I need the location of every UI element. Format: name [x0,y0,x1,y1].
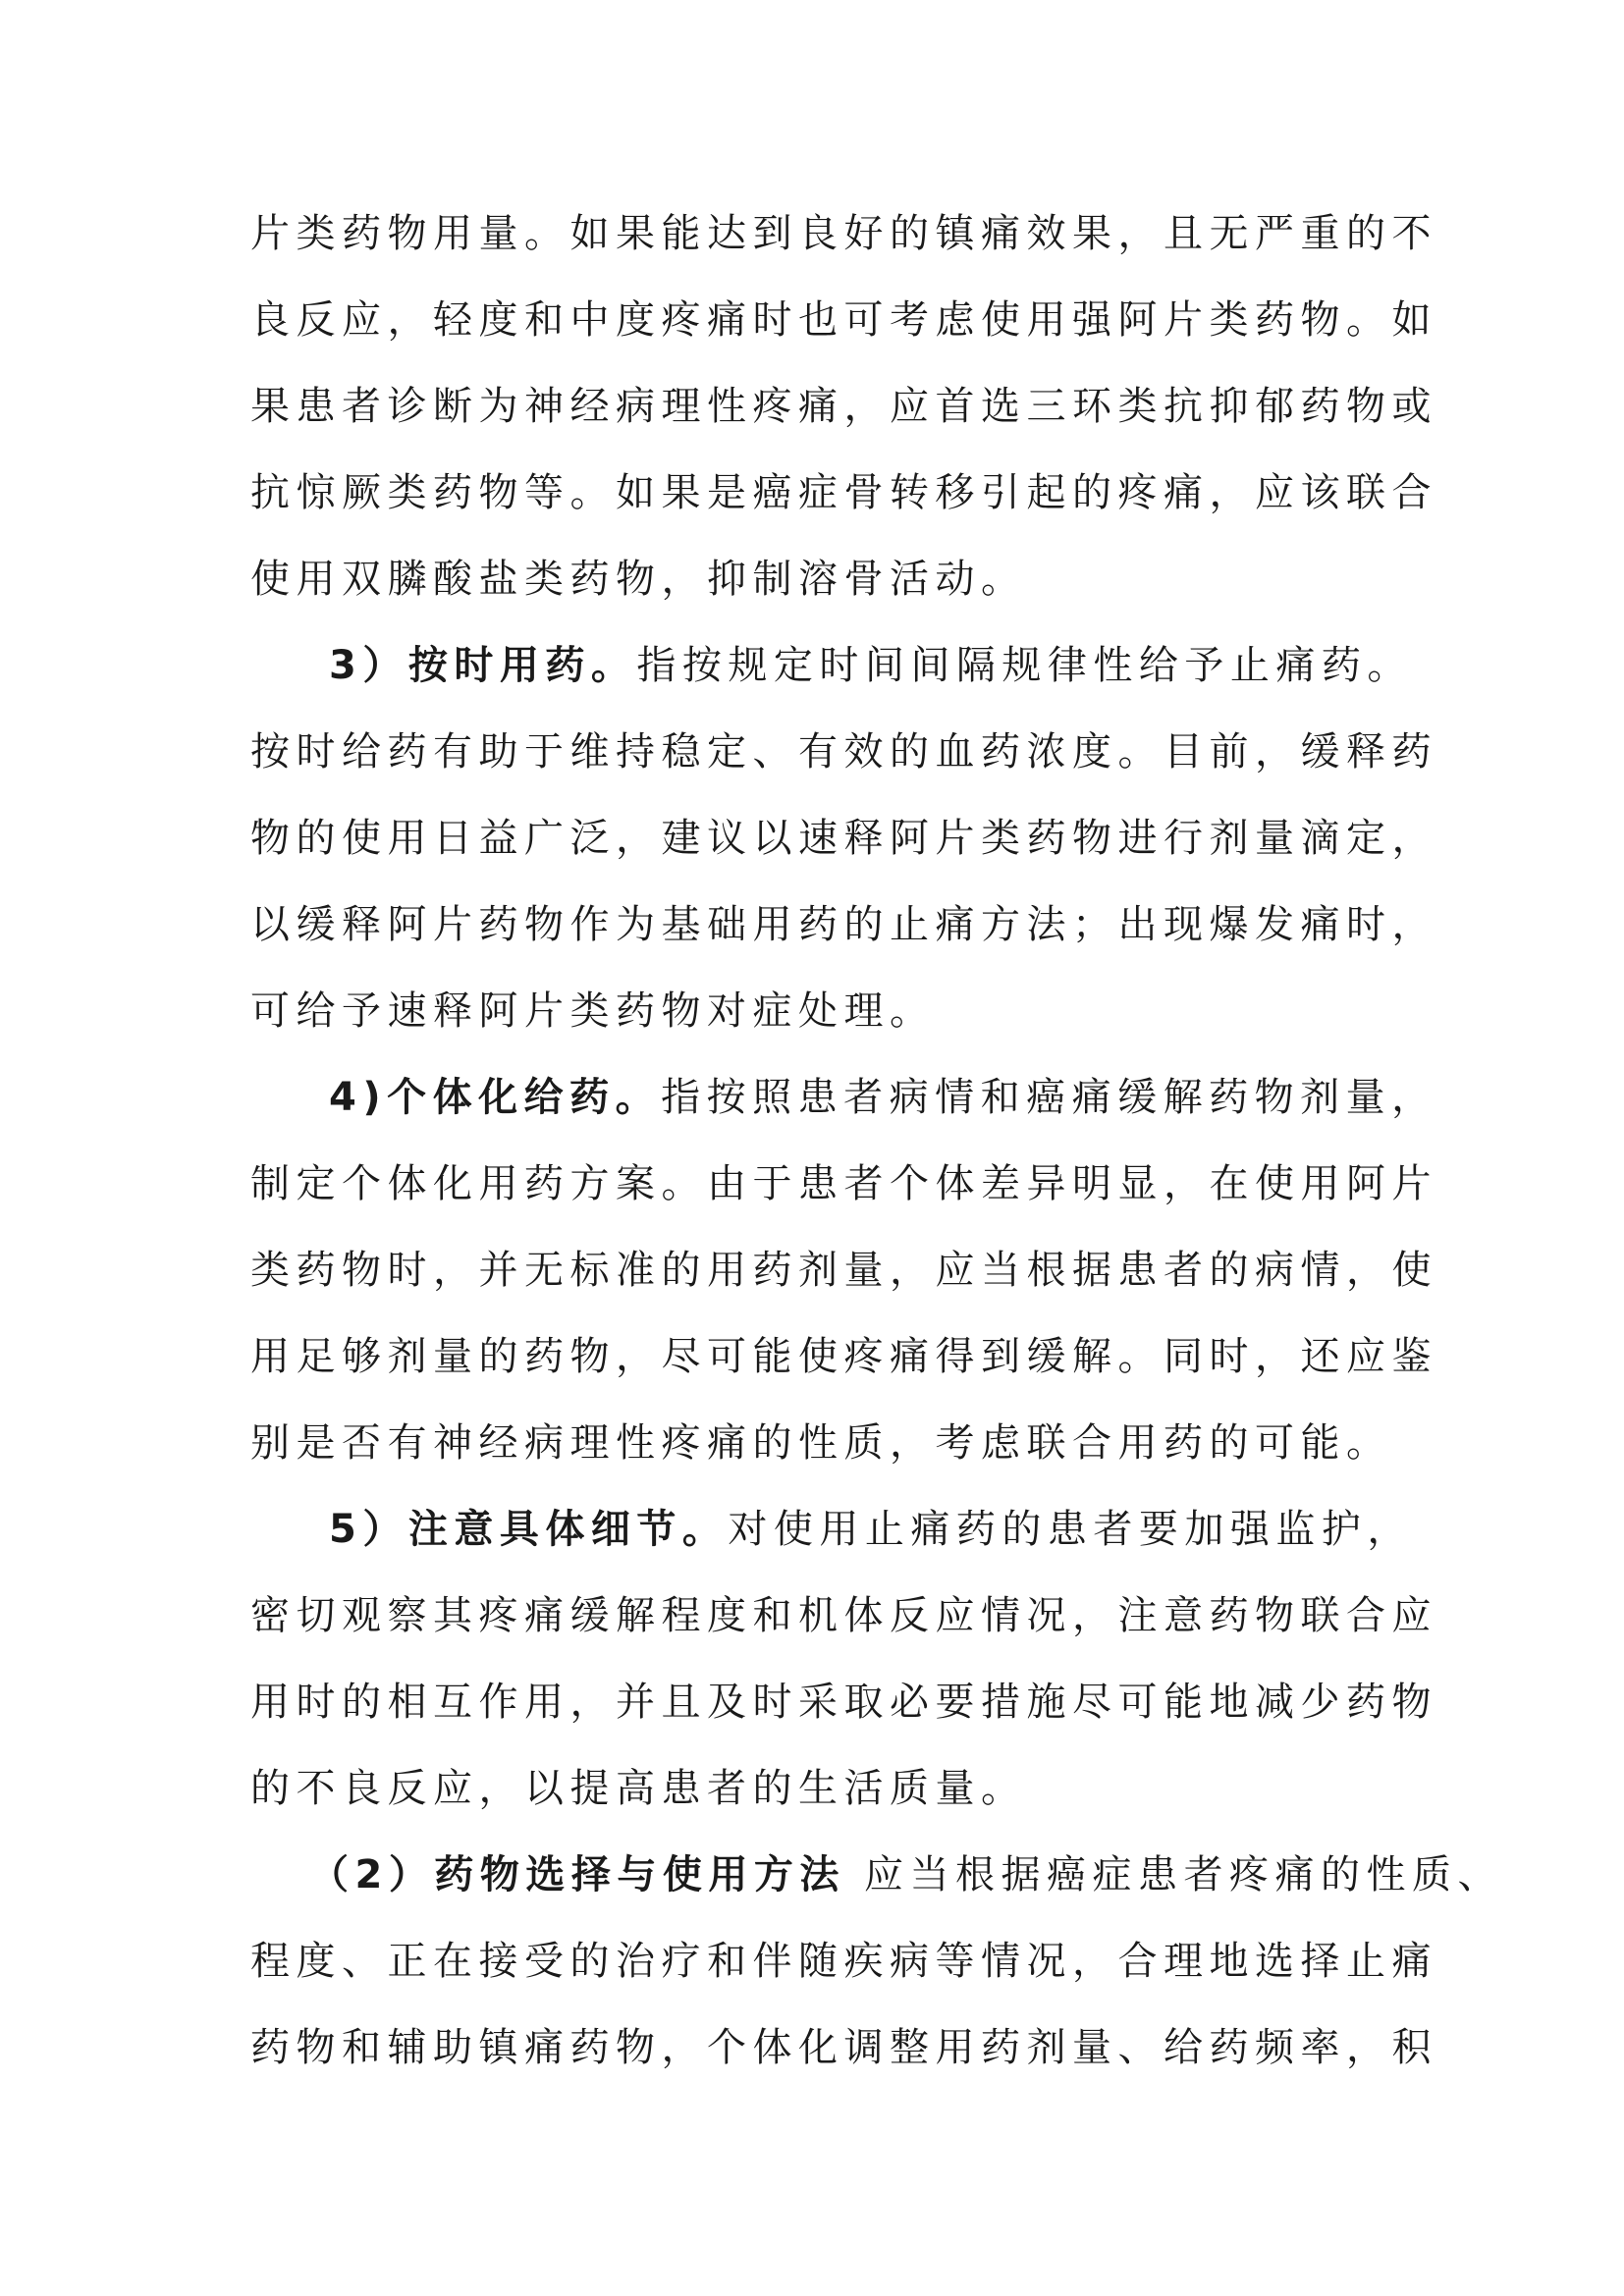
text-line: 药物和辅助镇痛药物，个体化调整用药剂量、给药频率，积 [250,2025,1437,2070]
section-heading: 3）按时用药。 [329,643,637,688]
text-line: 程度、正在接受的治疗和伴随疾病等情况，合理地选择止痛 [250,1939,1437,1984]
text-run: 对使用止痛药的患者要加强监护， [728,1507,1413,1552]
text-line: 以缓释阿片药物作为基础用药的止痛方法；出现爆发痛时， [250,902,1437,947]
text-run: 指按规定时间间隔规律性给予止痛药。 [636,643,1413,688]
text-run: 指按照患者病情和癌痛缓解药物剂量， [661,1075,1437,1120]
paragraph-individualized-dosing [250,1054,1437,1486]
text-line: 使用双膦酸盐类药物，抑制溶骨活动。 [250,557,1027,602]
section-heading: 5）注意具体细节。 [329,1507,729,1552]
section-heading: （2）药物选择与使用方法 [309,1852,845,1897]
paragraph-attention-to-details [250,1486,1437,1832]
text-line: 别是否有神经病理性疼痛的性质，考虑联合用药的可能。 [250,1420,1392,1466]
text-line: 用时的相互作用，并且及时采取必要措施尽可能地减少药物 [250,1680,1437,1725]
text-line: 的不良反应，以提高患者的生活质量。 [250,1766,1027,1811]
text-line: 果患者诊断为神经病理性疼痛，应首选三环类抗抑郁药物或 [250,384,1437,429]
text-line: 抗惊厥类药物等。如果是癌症骨转移引起的疼痛，应该联合 [250,470,1437,515]
text-line: 按时给药有助于维持稳定、有效的血药浓度。目前，缓释药 [250,729,1437,774]
section-heading: 4)个体化给药。 [329,1075,662,1120]
text-line: 制定个体化用药方案。由于患者个体差异明显，在使用阿片 [250,1161,1437,1206]
text-line: 良反应，轻度和中度疼痛时也可考虑使用强阿片类药物。如 [250,297,1437,343]
text-run: 应当根据癌症患者疼痛的性质、 [844,1852,1504,1897]
document-body [250,190,1504,2091]
text-line: 类药物时，并无标准的用药剂量，应当根据患者的病情，使 [250,1248,1437,1293]
text-line: 用足够剂量的药物，尽可能使疼痛得到缓解。同时，还应鉴 [250,1334,1437,1379]
paragraph-drug-selection [250,1832,1504,2091]
text-line: 密切观察其疼痛缓解程度和机体反应情况，注意药物联合应 [250,1593,1437,1638]
paragraph-first-line [250,1486,1413,1573]
text-line: 片类药物用量。如果能达到良好的镇痛效果，且无严重的不 [250,211,1437,256]
text-line: 可给予速释阿片类药物对症处理。 [250,988,936,1034]
paragraph-first-line [250,622,1413,709]
text-line: 物的使用日益广泛，建议以速释阿片类药物进行剂量滴定， [250,816,1437,861]
paragraph-first-line [250,1832,1504,1918]
paragraph-timed-dosing [250,622,1437,1054]
paragraph-first-line [250,1054,1437,1141]
paragraph-dosage-continuation [250,190,1437,622]
